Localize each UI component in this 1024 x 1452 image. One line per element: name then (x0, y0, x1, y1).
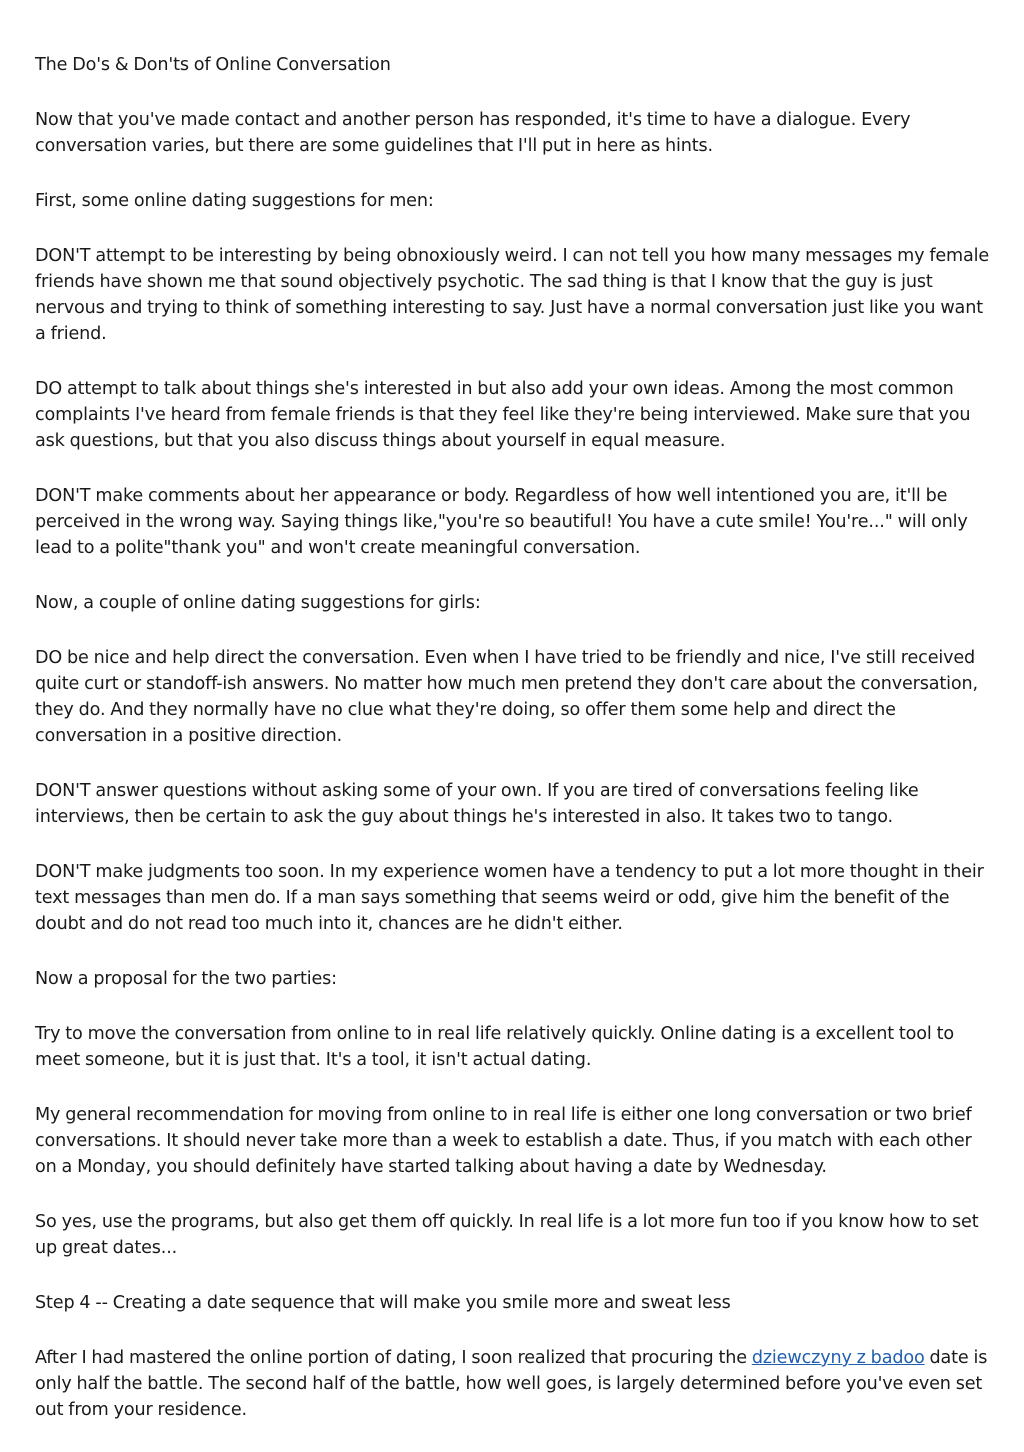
final-text-before-link: After I had mastered the online portion of dating, I soon realized that procuring the (35, 1348, 752, 1368)
paragraph-both-heading: Now a proposal for the two parties: (35, 969, 337, 989)
paragraph-men-tip-1: DON'T attempt to be interesting by being obnoxiously weird. I can not tell you how many messages my female friends have shown me that sound objectively psychotic. The sad thing is that I know that the guy is just nervous and trying to think of something interesting to say. Just have a normal conversation just like you want a friend. (35, 246, 990, 344)
paragraph-girls-heading: Now, a couple of online dating suggestions for girls: (35, 593, 481, 613)
paragraph-step-4-heading: Step 4 -- Creating a date sequence that will make you smile more and sweat less (35, 1293, 731, 1313)
paragraph-girls-tip-3: DON'T make judgments too soon. In my experience women have a tendency to put a lot more thought in their text messages than men do. If a man says something that seems weird or odd, give him the benefit of the doubt and do not read too much into it, chances are he didn't either. (35, 862, 984, 934)
document-body (35, 52, 995, 1452)
paragraph-girls-tip-2: DON'T answer questions without asking some of your own. If you are tired of conversations feeling like interviews, then be certain to ask the guy about things he's interested in also. It takes two to tango. (35, 781, 919, 827)
paragraph-girls-tip-1: DO be nice and help direct the conversation. Even when I have tried to be friendly and nice, I've still received quite curt or standoff-ish answers. No matter how much men pretend they don't care about the conversation, they do. And they normally have no clue what they're doing, so offer them some help and direct the conversation in a positive direction. (35, 648, 978, 746)
badoo-link[interactable]: dziewczyny z badoo (751, 1348, 925, 1368)
paragraph-both-tip: Try to move the conversation from online to in real life relatively quickly. Online dating is a excellent tool to meet someone, but it is just that. It's a tool, it isn't actual dating. (35, 1024, 954, 1070)
paragraph-summary: So yes, use the programs, but also get them off quickly. In real life is a lot more fun too if you know how to set up great dates... (35, 1212, 979, 1258)
document-title: The Do's & Don'ts of Online Conversation (35, 55, 391, 75)
paragraph-intro: Now that you've made contact and another person has responded, it's time to have a dialogue. Every conversation varies, but there are some guidelines that I'll put in here as hints. (35, 110, 911, 156)
paragraph-men-tip-3: DON'T make comments about her appearance or body. Regardless of how well intentioned you are, it'll be perceived in the wrong way. Saying things like,"you're so beautiful! You have a cute smile! You're..." will only lead to a polite"thank you" and won't create meaningful conversation. (35, 486, 968, 558)
paragraph-men-tip-2: DO attempt to talk about things she's interested in but also add your own ideas. Among the most common complaints I've heard from female friends is that they feel like they're being interviewed. Make sure that you ask questions, but that you also discuss things about yourself in equal measure. (35, 379, 971, 451)
paragraph-recommendation: My general recommendation for moving from online to in real life is either one long conversation or two brief conversations. It should never take more than a week to establish a date. Thus, if you match with each other on a Monday, you should definitely have started talking about having a date by Wednesday. (35, 1105, 972, 1177)
paragraph-men-heading: First, some online dating suggestions for men: (35, 191, 434, 211)
paragraph-final (35, 1345, 995, 1423)
final-text-after-link: date is only half the battle. The second half of the battle, how well goes, is largely determined before you've even set out from your residence. (35, 1348, 988, 1420)
